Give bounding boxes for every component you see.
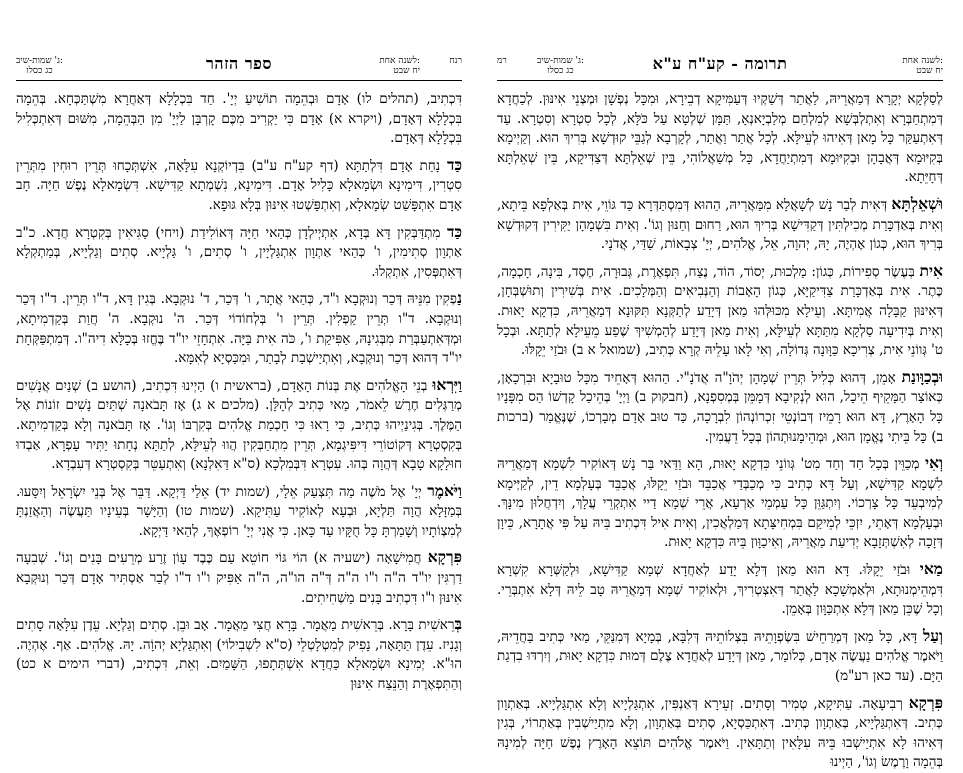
paragraph-lead: פִּרְקָא — [908, 692, 943, 712]
paragraph-text: אָמֵן, דְּהוּא כְּלִיל תְּרֵין שְׁמָהָן יְהֹוָ"ה אֲדֹנָ"י. הַהוּא דְּאָחֵיד מִכָּל טוּבָיָא וּבִרְכָאָן, כְּאוֹצַר הַמָּקֵיף הֵיכָל, הוּא לְנְקִיבָא דְּמָמֵּן בְּמְסִפְנָא, (חבקוק ב) וַיְיָ' בְּהֵיכַל קָדְשׁוֹ הַס מִפָּנָיו כָּל הָאָרֶץ, דָּא הוּא רָמֵיז דְּבוֹנְטֵי זִכְרוֹנְהוֹן לִבְרָכָה, כַּד טוּב אָדָם מְבָרְכוֹ, שֶׁנֶּאֱמַר (ברכות ב) כָּל בֵּיתִי נֶאֱמָן הוּא, וּמְהֵימָנוּתְהוֹן בְּכָל דֵעֲמִין. — [497, 369, 943, 445]
paragraph — [497, 693, 943, 773]
left-page-body — [16, 88, 463, 693]
left-header-leap-label: לשנה אחת: — [379, 56, 420, 66]
left-header-side-number: רנח — [449, 56, 462, 66]
paragraph-lead: מַאי — [919, 559, 943, 579]
paragraph — [16, 288, 462, 368]
left-page-header — [16, 50, 462, 81]
right-page — [497, 40, 944, 771]
paragraph — [16, 481, 462, 542]
paragraph — [16, 375, 462, 475]
paragraph-text: דְּאִית לְבַר נָשׁ לְשָׁאֲלָא מִמַּאֲרֵיהּ, הַהוּא דְּמִסְתַּדְּרָא כַּד גּוֹוֵי, אִית בְּאַלְפָא בֵּיתָא, וְאִית בְּאַדְכָּרַת מְכִילְתִּין דְּקַדִּישָׁא בְּרִיךְ הוּא, רַחוּם וְחַנּוּן וְגוֹ'. וְאִית בִּשְׁמָהָן יַקִּירִין דְּקוּדְשָׁא בְּרִיךְ הוּא, כְּגוֹן אֶהְיֶה, יָהּ, יְהוָה, אֵל, אֱלֹהִים, יְיָ' צְבָאוֹת, שַׁדַּי, אֲדֹנָי. — [497, 196, 943, 253]
left-page — [16, 40, 463, 693]
paragraph-text: בְּעֶשֶׂר סְפִירוֹת, כְּגוֹן: מַלְכוּת, יְסוֹד, הוֹד, נֶצַח, תִּפְאֶרֶת, גְּבוּרָה, חֶסֶד, בִּינָה, חָכְמָה, כֶּתֶר. אִית בְּאַדְכָּרַת צַדִּיקַיָּא, כְּגוֹן הָאָבוֹת וְהַנְּבִיאִים וְהַמְּלָכִים. אִית בְּשִׁירִין וְתוּשְׁבְּחָן, דְּאִינּוּן קַבָּלָה אֲמִיתָּא. וְעֵילָא מִכּוּלְּהוּ מַאן דְּיָדַע לְתַקְּנָא תִּקּוּנָא דְּמַאֲרֵיהּ, כִּדְקָא יָאוּת. וְאִית בְּיִדִיעָה סַלְקָא מִתַּתָּא לְעֵילָּא, וְאִית מַאן דְּיָדַע לְהַמְשִׁיךְ שֶׁפַע מֵעֵילָא לְתַתָּא. וּבְכָל ט' גְּווֹנֵי אִית, צְרִיכָא כַּוָּונָה גְּדוֹלָה, וְאִי לָאו עָלֵיהּ קְרָא כְּתִיב, (שמואל א ב) וּבֹזַי יֵקָלּוּ. — [497, 263, 943, 359]
paragraph — [16, 222, 462, 283]
paragraph-text: רֵאשִׁית בָּרָא. בְּרֵאשִׁית מַאֲמָר. בָּרָא חֲצִי מַאֲמָר. אָב וּבֵן. סְתִים וְגַלְיָא. עֵדֶן עִלָּאָה סָתִים וְגָנִיז. עֵדֶן תַּתָּאָה, נָפִיק לְמִטְלָטְלֵי (ס"א לִשְׁבִילוֹי) וְאִתְגַּלְיָא יְהוָֹה. יָהּ. אֱלֹהִים. אַף. אֶהְיֶה. הוּ"א. יְמִינָא וּשְׂמָאלָא כַּחֲדָא אִשְׁתְּתָפוּ, הַשָּׁמַיִם. וְאֵת, דִּכְתִיב, (דברי הימים א כט) וְהַתִּפְאֶרֶת וְהַנֵּצַח אִינּוּן — [16, 617, 462, 693]
paragraph-lead: וְאִי — [925, 453, 943, 473]
paragraph-text: חֲמִישָׁאָה (ישעיה א) הוֹי גּוֹי חוֹטֵא עַם כֶּבֶד עָוֹן זֶרַע מְרֵעִים בָּנִים וְגוֹ'. שְׁבִעָה דַרְגִּין יו"ד ה"ה ו"ו ה"ה דְּ"ה הו"ה, ה"ה אַפִּיק ו"ו ד"ו לְבַר אַסְתִּיר אָדָם דְּכַר וְנוּקְבָא אִינּוּן ו"ו דִּכְתִיב בָּנִים מַשְׁחִיתִים. — [16, 550, 462, 606]
right-header-leap-date: יח שבט — [916, 66, 943, 76]
paragraph — [16, 547, 462, 608]
paragraph — [16, 88, 462, 149]
paragraph-text: נָחַת אָדָם דִּלְתַתָּא (דף קע"ח ע"ב) בִּדְיוֹקְנָא עִלָּאָה, אִשְׁתְּכָחוּ תְּרֵין רוּחִין מִתְּרֵין סִטְרִין, דִּימִינָא וּשְׂמָאלָא כָּלִיל אָדָם. דִּימִינָא, נִשְׁמְתָא קַדִּישָׁא. דִּשְׂמָאלָא נֶפֶשׁ חַיָּה. חָב אָדָם אִתְפָּשַׁט שְׂמָאלָא, וְאִתְפָּשְׁטוּ אִינּוּן בְּלָא גּוּפָא. — [16, 157, 462, 213]
paragraph — [497, 626, 943, 687]
right-header-vol-tag: ג' שמות-שיב: — [537, 56, 584, 66]
paragraph-text: בְנֵי הָאֱלֹהִים אֶת בְּנוֹת הָאָדָם, (בראשית ו) הַיְינוּ דִּכְתִיב, (הושע ב) שְׁנַיִם אֲנָשִׁים מְרַגְּלִים חֶרֶשׁ לֵאמֹר, מַאי כְּתִיב לְהָלָּן. (מלכים א ג) אָז תָּבֹאנָה שְׁתַּיִם נָשִׁים זוֹנוֹת אֶל הַמֶּלֶךְ. בְּגִינַיְיהוּ כְּתִיב, כִּי רָאוּ כִּי חָכְמַת אֱלֹהִים בְּקִרְבּוֹ וְגוֹ'. אָז תָּבֹאנָה וְלָא בְּקַדְמִיתָא. בְּקִסְטְרָא דְּקוֹטוֹרֵי דִּיפִּיגְמָא, תְּרֵין מִתְחַבְּקִין הֲווּ לְעֵילָּא, לְתַתָּא נְחָתוּ יַתִּיר עָפְרָא, אַבְדוּ חוּלָקָא טָבָא דְּהֲוָה בְּהוּ. עִטְרָא דִּבְּמִלְכָא (ס"א דַּאִלְנָא) וְאִתְעַטֵּר בְּקִסְטְרָא דְּעִבְדָא. — [16, 377, 462, 473]
left-header-date-tag: כג כסלו — [26, 66, 53, 76]
paragraph-lead: וְעַל — [923, 625, 944, 645]
paragraph-lead: וַיֹּאמֶר — [427, 480, 462, 500]
left-page-title: ספר הזהר — [206, 54, 272, 73]
paragraph-text: יְיָ' אֶל מֹשֶׁה מַה תִּצְעַק אֵלָי, (שמות יד) אֵלַי דַּיְקָא. דַּבֵּר אֶל בְּנֵי יִשְׂרָאֵל וְיִסָּעוּ. בְּמַזָּלָא הֲוָה תַּלְיָא, וּבְעָא לְאוֹקִיר עַתִּיקָא. (שמות טו) וְהַיָּשָׁר בְּעֵינָיו תַּעֲשֶׂה וְהַאֲזַנְתָּ לְמִצְוֹתָיו וְשָׁמַרְתָּ כָּל חֻקָּיו עַד כָּאן. כִּי אֲנִי יְיָ' רוֹפְאֶךָ, לְהַאי דַּיְקָא. — [16, 483, 462, 539]
paragraph-text: וּבֹזַי יֵקָלּוּ. דָּא הוּא מַאן דְּלָא יָדַע לְאַחֲדָא שְׁמָא קַדִּישָׁא, וּלְקַשְּׁרָא קִשְׁרָא דִּמְהֵימְנוּתָא, וּלְאַמְשָׁכָא לַאֲתַר דְּאִצְטְרִיךְ, וּלְאוֹקִיר שְׁמָא דְּמַאֲרֵיהּ טָב לֵיהּ דְּלָא אִתְבְּרֵי. וְכָל שֶׁכֵּן מַאן דְּלָא אִתְכַּוָּון בְּאָמֵן. — [497, 562, 943, 618]
right-header-side-number: רמ — [497, 56, 507, 66]
paragraph-lead: וּבְכַוָּונַת — [901, 366, 944, 386]
paragraph-lead: אִית — [919, 260, 943, 280]
paragraph-lead: כַּד — [446, 154, 463, 174]
paragraph-text: מִתְדַּבְּקִין דָּא בְּדָא, אִתְיְילְדָן כְּהַאי חַיָּה דְּאוֹלִידַת (ויחי) סַגִּיאִין בְּקִטְרָא חֲדָא. כ"ב אַתְוָון סְתִימִין, ו' כְּהַאי אַתְוָון אִתְגַּלְיָין, ו' סְתִים, ו' גַּלְיָיא. סְתִים וְגַלְיָיא, בְּמַתְקְלָא דְּאִתְפְּסִין, אִתְקְלוּ. — [16, 224, 462, 280]
paragraph — [16, 155, 462, 216]
paragraph-lead: נַ — [456, 288, 462, 308]
paragraph — [16, 614, 462, 694]
paragraph-lead: וַיִּרְאוּ — [432, 374, 462, 394]
paragraph-text: מְכַוֵּין בְּכָל חַד וְחַד מִט' גְּווֹנֵי כִּדְקָא יָאוּת, הָא וַדַּאי בַּר נָשׁ דְּאוֹקִיר לִשְׁמָא דְּמַאֲרֵיהּ לִשְׁמָא קַדִּישָׁא, וְעַל דָּא כְּתִיב כִּי מְכַבְּדַי אֲכַבֵּד וּבֹזַי יֵקָלּוּ, אֲכַבֵּד בְּעָלְמָא דֵין, לְקַיְּימָא לְמִיבְעֵד כָּל צָרְכוֹי. וְיִתְגַּוֵּן כָּל עַמְמֵי אַרְעָא, אֲרֵי שְׁמָא דַיי אִתְקְרֵי עֲלָךְ, וְיִדְחֲלוּן מִינָּךְ. וּבְעָלְמָא דְּאָתֵי, יִזְכֵּי לְמֵיקַם בִּמְחִיצָּתָא דְּמַלְאֲכִין, וְאִית אִיל דִּכְתִיב בֵּיהּ עַל פִּי אֲתָרָא, כֵּיוָן דְּזָכָה לְאִשְׁתְּזָבָא יְדִיעַת מַאֲרֵיהּ, וְאִיכַוָּון בֵּיהּ כִּדְקָא יָאוּת. — [497, 456, 943, 551]
paragraph-text: דָּא, כָּל מַאן דְּמְרַחֵישׁ בִּשְׂפְוָתֵיהּ בִּצְלוֹתֵיהּ דְּלִבָּא, בְּמָיָא דְּמִנַּקֵּי, מַאי כְּתִיב בַּחֲדֵיהּ, וַיֹּאמֶר אֱלֹהִים נַעֲשֶׂה אָדָם, כְּלוֹמַר, מַאן דְּיָדַע לְאַחֲדָא צֶלֶם דְּמוּת כִּדְקָא יָאוּת, וְיִרְדּוּ בִדְגַת הַיָּם. (עד כאן רע"מ) — [497, 628, 943, 685]
right-page-body — [497, 88, 944, 771]
left-header-leap-date: יח שבט — [393, 66, 420, 76]
paragraph-text: רְבִיעָאָה. עַתִּיקָא, טְמִיר וְסָתִים. זְעֵירָא דְּאַנְפִּין, אִתְגַּלְיָיא וְלָא אִתְגַּלְיָיא. בְּאַתְוָון כְּתִיב. דְּאִתְגַּלְיָיא, בְּאַתְוָון כְּתִיב. דְּאִתְכַּסְיָא, סְתִים בְּאַתְוָון, וְלָא מִתְיַישְׁבִין בְּאַתְרוֹי, בְּגִין דְּאִיהוּ לָא אִתְיַישְׁבוּ בֵּיהּ עִלָּאִין וְתַתָּאִין. וַיֹּאמֶר אֱלֹהִים תּוֹצֵא הָאָרֶץ נֶפֶשׁ חַיָּה לְמִינָהּ בְּהֵמָה וָרֶמֶשׂ וְגוֹ', הַיְינוּ — [497, 695, 943, 771]
left-header-vol-tag: ג' שמות-שיב: — [16, 56, 63, 66]
right-header-leap-block — [902, 56, 943, 76]
paragraph — [497, 453, 943, 553]
right-header-date-tag: כג כסלו — [547, 66, 574, 76]
paragraph-text: דִּכְתִיב, (תהלים לו) אָדָם וּבְהֵמָה תוֹשִׁיעַ יְיָ'. חַד בִּכְלָלָא דְּאַחֲרָא מִשְׁתַּכְּחָא. בְּהֵמָה בִּכְלָלָא דְּאָדָם, (ויקרא א) אָדָם כִּי יַקְרִיב מִכֶּם קָרְבָּן לַיְיָ' מִן הַבְּהֵמָה, מִשּׁוּם דְּאִתְכְּלִיל בִּכְלָלָא דְּאָדָם. — [16, 91, 462, 147]
paragraph — [497, 559, 943, 620]
paragraph-lead: בְּ — [454, 614, 462, 634]
paragraph-text: לְסַלְּקָא יְקָרָא דְּמַאֲרֵיהּ, לַאֲתַר דְּשַׁקְיוּ דְּעַמִּיקָא דְבֵירָא, וּמִכָּל נְפְשָׁן וּמְצְנֵי אִינּוּן. לְכַחֲדָא דְּמִתְחַבְּרָא וְאִתְלְבְּשָׁא לְמִלְחַם מְלַבְיָאנְאָ, תַּמָּן שְׁלְטָא עַל כֹּלָּא, לְכָל סִטְרָא וְסִטְרָא. עַד דְּאִתְעַקַּר כָּל מָאן דְּאִיהוּ לְעֵילָּא. לְכָל אֲתַר וַאֲתַר, לְקָרְבָא לְגַבֵּי קוּדְשָׁא בְּרִיךְ הוּא. וְקַיְימָא בְּקִיּוּמָא דְּאֲבָהָן וּבְקִיּוּמָא דְּמִתְיַחֲדָא, כָּל מְשַׁאֲלוֹהִי, בֵּין שְׁאֵלְתָּא דְּצַדִּיקָא, בֵּין שְׁאֵלְתָּא דְּחָיֵּתָא. — [497, 91, 943, 186]
paragraph-lead: פִּרְקָא — [427, 547, 463, 567]
paragraph — [497, 367, 943, 447]
right-page-title: תרומה - קע"ח ע"א — [652, 54, 788, 73]
left-header-leap-block — [379, 56, 420, 76]
right-header-leap-label: לשנה אחת: — [902, 56, 943, 66]
paragraph — [497, 88, 943, 188]
paragraph — [497, 261, 943, 361]
paragraph-lead: וּשְׁאֵלְתָּא — [891, 193, 943, 213]
paragraph-text: פְקִין מִנֵּיהּ דְּכַר וְנוּקְבָא ו"ד, כְּהַאי אֲתָר, ו' דְּכַר, ד' נוּקְבָא. בְּגִין דָּא, ד"ו תְּרֵין. ד"ו דְּכַר וְנוּקְבָא. ד"ו תְּרֵין קַפְלִין. תְּרֵין ו' בְּלְחוֹדוֹי דְּכַר. ה' נוּקְבָא. ה' חֲוַת בְּקַדְמִיתָא, וּמְדְּאִתְעַבְּרַת מִבְּגִינָהּ, אַפִּיקַת ו', כֹּה אִית בַּיָּה. אִתְחָזֵי יו"ד בֶּחֱזוּ בְּכָלָּא דִיה"ו. דְּמִתְפַּקְּחָת יו"ד דְּהוּא דְּכַר וְנוּקְבָא, וְאִתְיַישְׁבַת לְבָתַר, וּמִכַּסְיָא לְאִמָּא. — [16, 291, 462, 367]
paragraph — [497, 194, 943, 255]
paragraph-lead: כַּד — [446, 221, 463, 241]
right-page-header — [497, 50, 943, 81]
